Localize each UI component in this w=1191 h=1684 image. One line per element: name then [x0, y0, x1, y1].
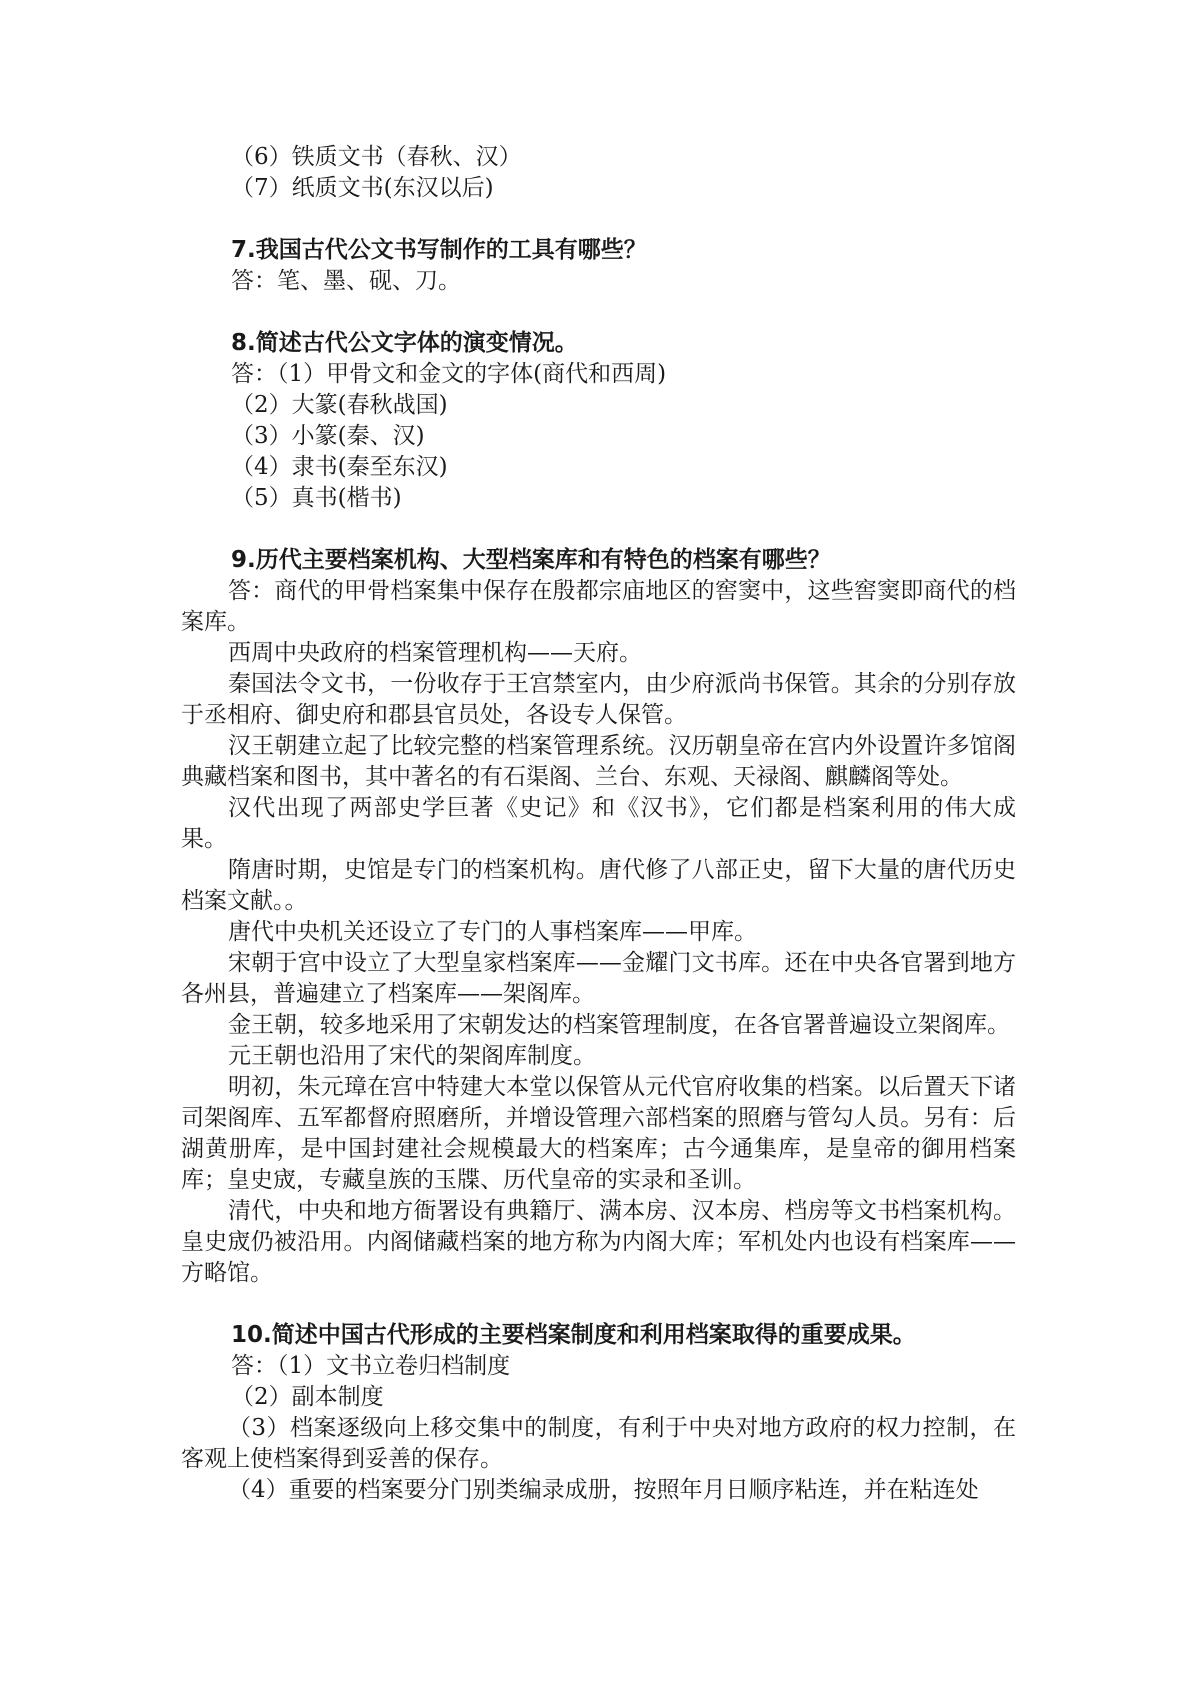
- question-9-paragraph: 汉王朝建立起了比较完整的档案管理系统。汉历朝皇帝在宫内外设置许多馆阁典藏档案和图书，其中著名的有石渠阁、兰台、东观、天禄阁、麒麟阁等处。: [181, 733, 1016, 790]
- question-8-answer-line: （5）真书(楷书): [231, 485, 402, 511]
- question-9-title: 9.历代主要档案机构、大型档案库和有特色的档案有哪些？: [231, 547, 831, 573]
- question-8-answer-line: 答：（1）甲骨文和金文的字体(商代和西周): [231, 361, 667, 387]
- question-9-paragraph: 明初，朱元璋在宫中特建大本堂以保管从元代官府收集的档案。以后置天下诸司架阁库、五军都督府照磨所，并增设管理六部档案的照磨与管勾人员。另有：后湖黄册库，是中国封建社会规模最大的档案库；古今通集库，是皇帝的御用档案库；皇史宬，专藏皇族的玉牒、历代皇帝的实录和圣训。: [181, 1074, 1016, 1193]
- question-9-paragraph: 西周中央政府的档案管理机构——天府。: [228, 640, 642, 666]
- list-item: （6）铁质文书（春秋、汉）: [231, 144, 522, 170]
- question-8-answer-line: （3）小篆(秦、汉): [231, 423, 425, 449]
- question-10-item: （3）档案逐级向上移交集中的制度，有利于中央对地方政府的权力控制，在客观上使档案得到妥善的保存。: [181, 1415, 1016, 1472]
- question-9-paragraph: 秦国法令文书，一份收存于王宫禁室内，由少府派尚书保管。其余的分别存放于丞相府、御史府和郡县官员处，各设专人保管。: [181, 671, 1016, 728]
- spacer: [181, 514, 1016, 545]
- question-7-title: 7.我国古代公文书写制作的工具有哪些？: [231, 237, 647, 263]
- question-9-paragraph: 宋朝于宫中设立了大型皇家档案库——金耀门文书库。还在中央各官署到地方各州县，普遍建立了档案库——架阁库。: [181, 950, 1016, 1007]
- question-9-paragraph: 汉代出现了两部史学巨著《史记》和《汉书》，它们都是档案利用的伟大成果。: [181, 795, 1016, 852]
- list-item: （7）纸质文书(东汉以后): [231, 175, 494, 201]
- question-10-title: 10.简述中国古代形成的主要档案制度和利用档案取得的重要成果。: [231, 1322, 916, 1348]
- question-9-paragraph: 清代，中央和地方衙署设有典籍厅、满本房、汉本房、档房等文书档案机构。皇史宬仍被沿用。内阁储藏档案的地方称为内阁大库；军机处内也设有档案库——方略馆。: [181, 1198, 1016, 1286]
- document-page: [181, 142, 1016, 1506]
- question-8-title: 8.简述古代公文字体的演变情况。: [231, 330, 578, 356]
- spacer: [181, 204, 1016, 235]
- spacer: [181, 297, 1016, 328]
- question-9-paragraph: 元王朝也沿用了宋代的架阁库制度。: [228, 1043, 596, 1069]
- question-9-paragraph: 答：商代的甲骨档案集中保存在殷都宗庙地区的窖窦中，这些窖窦即商代的档案库。: [181, 578, 1016, 635]
- question-9-paragraph: 金王朝，较多地采用了宋朝发达的档案管理制度，在各官署普遍设立架阁库。: [228, 1012, 1010, 1038]
- question-9-paragraph: 唐代中央机关还设立了专门的人事档案库——甲库。: [228, 919, 757, 945]
- question-10-item: 答：（1）文书立卷归档制度: [231, 1353, 511, 1379]
- question-8-answer-line: （4）隶书(秦至东汉): [231, 454, 448, 480]
- question-7-answer: 答：笔、墨、砚、刀。: [231, 268, 461, 294]
- spacer: [181, 1289, 1016, 1320]
- question-8-answer-line: （2）大篆(春秋战国): [231, 392, 448, 418]
- question-10-item: （2）副本制度: [231, 1384, 384, 1410]
- question-10-item: （4）重要的档案要分门别类编录成册，按照年月日顺序粘连，并在粘连处: [228, 1477, 979, 1503]
- question-9-paragraph: 隋唐时期，史馆是专门的档案机构。唐代修了八部正史，留下大量的唐代历史档案文献。。: [181, 857, 1016, 914]
